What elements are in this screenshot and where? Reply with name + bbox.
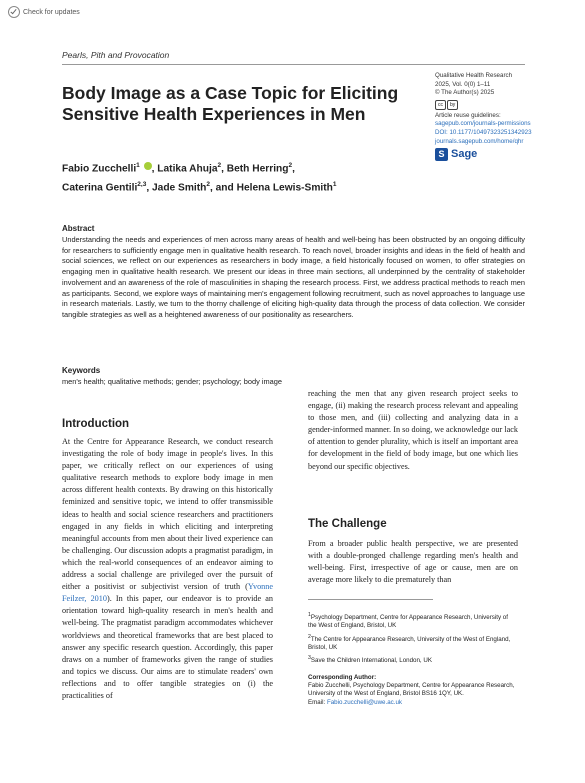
doi-link[interactable]: DOI: 10.1177/10497323251342923: [435, 128, 532, 136]
challenge-text: From a broader public health perspective, we are presented with a double-pronged challenge regarding men's health and well-being. First, irrespective of age or cause, men are on average more likely to die prematurely than: [308, 539, 518, 585]
journal-volume: 2025, Vol. 0(0) 1–11: [435, 80, 491, 88]
email-label: Email:: [308, 698, 326, 706]
footnote-sup: 3: [308, 655, 311, 662]
publisher-logo: [435, 148, 540, 161]
orcid-icon[interactable]: [144, 162, 152, 170]
reuse-label: Article reuse guidelines:: [435, 111, 501, 119]
challenge-heading: The Challenge: [308, 518, 387, 530]
author-list: [62, 158, 422, 197]
footnotes: [308, 611, 518, 707]
check-icon: [8, 6, 20, 18]
introduction-text: [62, 436, 273, 702]
affiliation-3: [308, 654, 518, 665]
corresponding-label: Corresponding Author:: [308, 673, 377, 681]
intro-text-part: ). In this paper, our endeavor is to provide an orientation toward high-quality research in men's health and well-being. The pragmatist paradigm accommodates whichever worldviews and theoretical frameworks that are best placed to answer any specific research question. Accordingly, this paper draws on a number of frameworks given the range of studies and topics we discuss. Our aims are to stimulate readers' own reflections and to offer tangible strategies on (i) the practicalities of: [62, 594, 274, 700]
footnote-rule: [308, 599, 433, 600]
journal-name: Qualitative Health Research: [435, 72, 513, 79]
citation-link[interactable]: Yvonne Feilzer, 2010: [62, 582, 273, 604]
affiliation-sup: 1: [332, 181, 337, 189]
journal-meta: [435, 72, 540, 161]
affiliation-sup: 2: [206, 181, 210, 189]
author-name: Caterina Gentili: [62, 182, 138, 194]
journal-home-link[interactable]: journals.sagepub.com/home/qhr: [435, 137, 524, 145]
affiliation-sup: 1: [136, 162, 140, 169]
author-separator: ,: [292, 163, 295, 175]
check-for-updates-badge[interactable]: [8, 6, 80, 18]
email-link[interactable]: Fabio.zucchelli@uwe.ac.uk: [326, 698, 403, 706]
by-icon: by: [447, 100, 458, 110]
introduction-continued: reaching the men that any given research project seeks to engage, (ii) making the research process relevant and appealing to those men, and (iii) collecting and analyzing data in a gender-informed manner. In so doing, we acknowledge our lack of attention to gender plurality, which is itself an important area for development in the field of body image, but one which lies beyond our specific objectives.: [308, 389, 518, 471]
affiliation-text: The Centre for Appearance Research, University of the West of England, Bristol, UK: [308, 635, 511, 652]
author-name: , Latika Ahuja: [151, 163, 218, 175]
author-name: , and Helena Lewis-Smith: [209, 182, 333, 194]
corresponding-text: Fabio Zucchelli, Psychology Department, Centre for Appearance Research, University of the West of England, Bristol BS16 1QY, UK.: [308, 681, 515, 698]
affiliation-sup: 2,3: [137, 181, 147, 189]
keywords-text: men's health; qualitative methods; gender; psychology; body image: [62, 377, 282, 386]
affiliation-text: Save the Children International, London, UK: [310, 657, 432, 665]
affiliation-1: [308, 611, 518, 631]
corresponding-heading: [308, 674, 518, 682]
check-for-updates-label: Check for updates: [23, 8, 80, 16]
sage-logo-icon: S: [435, 148, 448, 161]
affiliation-sup: 2: [288, 162, 293, 169]
email-line: [308, 699, 518, 707]
keywords-heading: Keywords: [62, 366, 101, 375]
abstract-text: Understanding the needs and experiences of men across many areas of health and well-being has been obstructed by an ongoing difficulty for researchers to sufficiently engage men in qualitative health research. To reach novel, broader insights and ideas in the field of health and social sciences, we reflect on our experiences as researchers in body image, a field historically focused on women, to offer strategies on engaging men in qualitative health research. We present our ideas in three main sections, all underpinned by the centrality of stakeholder involvement and an awareness of the role of masculinities in shaping the research process. First, we address practical methods to reach men as participants. Second, we explore ways of maintaining men's engagement following recruitment, such as novel approaches to language use in research materials. Lastly, we turn to the thorny challenge of eliciting high-quality data through the process of data collection. We consider tangible strategies as well as a heightened awareness of our positionality as researchers.: [62, 235, 525, 319]
header-rule: [62, 64, 525, 65]
affiliation-sup: 2: [217, 162, 222, 169]
abstract-heading: Abstract: [62, 224, 95, 233]
copyright-line: © The Author(s) 2025: [435, 89, 495, 97]
footnote-sup: 1: [308, 612, 311, 618]
reuse-link[interactable]: sagepub.com/journals-permissions: [435, 120, 531, 128]
author-name: Fabio Zucchelli: [62, 163, 137, 175]
footnote-sup: 2: [308, 633, 311, 640]
cc-license-icon[interactable]: [435, 100, 540, 110]
author-name: , Jade Smith: [146, 182, 207, 194]
publisher-name: Sage: [451, 148, 478, 161]
article-title: Body Image as a Case Topic for Eliciting Sensitive Health Experiences in Men: [62, 83, 399, 124]
author-name: , Beth Herring: [221, 163, 289, 175]
section-label: Pearls, Pith and Provocation: [62, 50, 170, 60]
affiliation-text: Psychology Department, Centre for Appearance Research, University of the West of England, Bristol, UK: [308, 614, 508, 630]
introduction-heading: Introduction: [62, 418, 130, 430]
cc-icon: cc: [435, 100, 446, 110]
affiliation-2: [308, 633, 518, 653]
intro-text-part: At the Centre for Appearance Research, we conduct research investigating the role of body image in people's lives. In this paper, we critically reflect on our experiences of using qualitative research methods to explore body image in men across different health contexts. By drawing on this historically feminized and sensitive topic, we intend to offer transmissible ideas to health and social science researchers and practitioners engaged in any fields in which eliciting and interpreting meaningful accounts from men about their lived experience can be challenging. Our discussion adopts a pragmatist paradigm, in which the real-world consequences of an endeavor aiming to address a social challenge are privileged over the pursuit of either a positivist or subjectivist version of truth (: [62, 437, 273, 592]
